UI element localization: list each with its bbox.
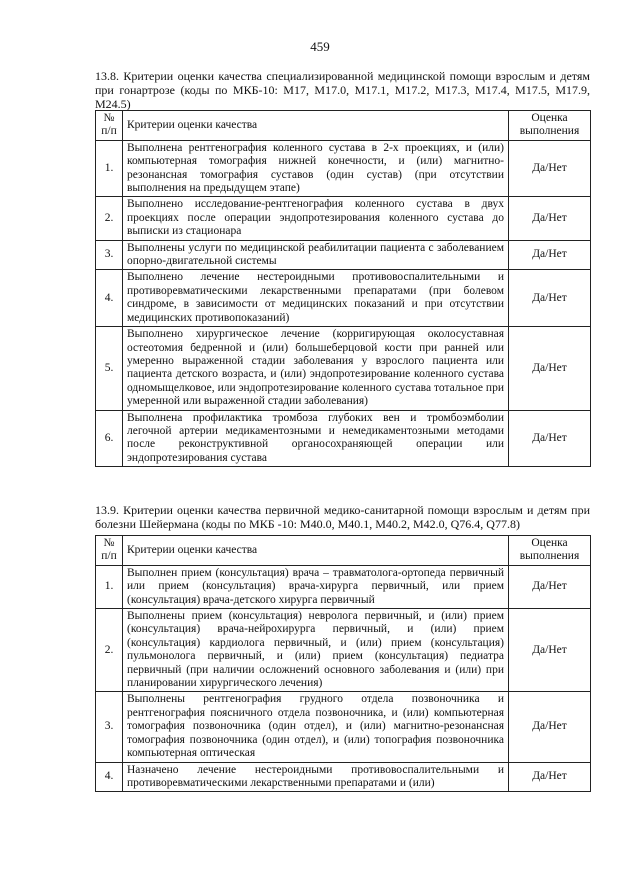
row-criteria: Выполнены прием (консультация) невролога первичный, и (или) прием (консультация) врача-нейрохирурга первичный, и (или) прием (консультация) кардиолога первичный, и (или) прием (консультация) пульмонолога первичный, и (или) прием (консультация) педиатра первичный (при наличии осложнений основного заболевания и (или) при планировании хирургического лечения) (123, 609, 509, 692)
row-evaluation: Да/Нет (509, 270, 591, 327)
row-evaluation: Да/Нет (509, 197, 591, 240)
row-num: 5. (96, 327, 123, 410)
header-num: № п/п (96, 536, 123, 566)
row-num: 2. (96, 609, 123, 692)
row-evaluation: Да/Нет (509, 692, 591, 762)
row-num: 1. (96, 140, 123, 197)
table-row (96, 270, 591, 327)
row-num: 3. (96, 692, 123, 762)
header-criteria: Критерии оценки качества (123, 111, 509, 141)
row-criteria: Выполнены услуги по медицинской реабилитации пациента с заболеванием опорно-двигательной системы (123, 240, 509, 270)
table-row (96, 240, 591, 270)
row-evaluation: Да/Нет (509, 327, 591, 410)
row-evaluation: Да/Нет (509, 240, 591, 270)
row-evaluation: Да/Нет (509, 609, 591, 692)
table-row (96, 410, 591, 467)
table-header-row (96, 111, 591, 141)
row-evaluation: Да/Нет (509, 762, 591, 792)
table-row (96, 609, 591, 692)
row-num: 1. (96, 565, 123, 608)
section-heading: 13.8. Критерии оценки качества специализированной медицинской помощи взрослым и детям при гонартрозе (коды по МКБ-10: M17, M17.0, M17.1, M17.2, M17.3, M17.4, M17.5, M17.9, M24.5) (95, 69, 590, 111)
criteria-table (95, 535, 591, 792)
row-criteria: Выполнена рентгенография коленного сустава в 2-х проекциях, и (или) компьютерная томография нижней конечности, и (или) магнитно-резонансная томография суставов (один сустав) (при отсутствии выполнения на предыдущем этапе) (123, 140, 509, 197)
row-criteria: Выполнены рентгенография грудного отдела позвоночника и рентгенография поясничного отдела позвоночника, и (или) компьютерная томография позвоночника (один отдел), и (или) магнитно-резонансная томография позвоночника (один отдел), и (или) топография позвоночника компьютерная оптическая (123, 692, 509, 762)
header-evaluation: Оценка выполнения (509, 111, 591, 141)
row-criteria: Выполнен прием (консультация) врача – травматолога-ортопеда первичный или прием (консультация) врача-хирурга первичный, или прием (консультация) врача-детского хирурга первичный (123, 565, 509, 608)
table-row (96, 197, 591, 240)
table-row (96, 565, 591, 608)
header-criteria: Критерии оценки качества (123, 536, 509, 566)
table-row (96, 140, 591, 197)
table-header-row (96, 536, 591, 566)
table-row (96, 327, 591, 410)
row-num: 4. (96, 762, 123, 792)
row-criteria: Выполнено исследование-рентгенография коленного сустава в двух проекциях после операции эндопротезирования коленного сустава до выписки из стационара (123, 197, 509, 240)
header-num: № п/п (96, 111, 123, 141)
table-row (96, 692, 591, 762)
row-num: 4. (96, 270, 123, 327)
row-criteria: Назначено лечение нестероидными противовоспалительными и противоревматическими лекарственными препаратами и (или) (123, 762, 509, 792)
row-num: 6. (96, 410, 123, 467)
row-evaluation: Да/Нет (509, 565, 591, 608)
page-number: 459 (310, 39, 330, 54)
header-evaluation: Оценка выполнения (509, 536, 591, 566)
row-criteria: Выполнено лечение нестероидными противовоспалительными и противоревматическими лекарственными препаратами (при болевом синдроме, в зависимости от медицинских показаний и при отсутствии медицинских противопоказаний) (123, 270, 509, 327)
section-heading: 13.9. Критерии оценки качества первичной медико-санитарной помощи взрослым и детям при болезни Шейермана (коды по МКБ -10: M40.0, M40.1, M40.2, M42.0, Q76.4, Q77.8) (95, 503, 590, 531)
row-evaluation: Да/Нет (509, 140, 591, 197)
criteria-table (95, 110, 591, 467)
row-evaluation: Да/Нет (509, 410, 591, 467)
row-criteria: Выполнено хирургическое лечение (корригирующая околосуставная остеотомия бедренной и (или) большеберцовой кости при ранней или умеренно выраженной стадии заболевания у взрослого пациента или пациента детского возраста, и (или) эндопротезирование коленного сустава одномыщелковое, или эндопротезирование коленного сустава тотальное при умеренной или выраженной стадии заболевания) (123, 327, 509, 410)
row-num: 3. (96, 240, 123, 270)
row-criteria: Выполнена профилактика тромбоза глубоких вен и тромбоэмболии легочной артерии медикаментозными и немедикаментозными методами после реконструктивной органосохраняющей операции или эндопротезирования сустава (123, 410, 509, 467)
table-row (96, 762, 591, 792)
row-num: 2. (96, 197, 123, 240)
